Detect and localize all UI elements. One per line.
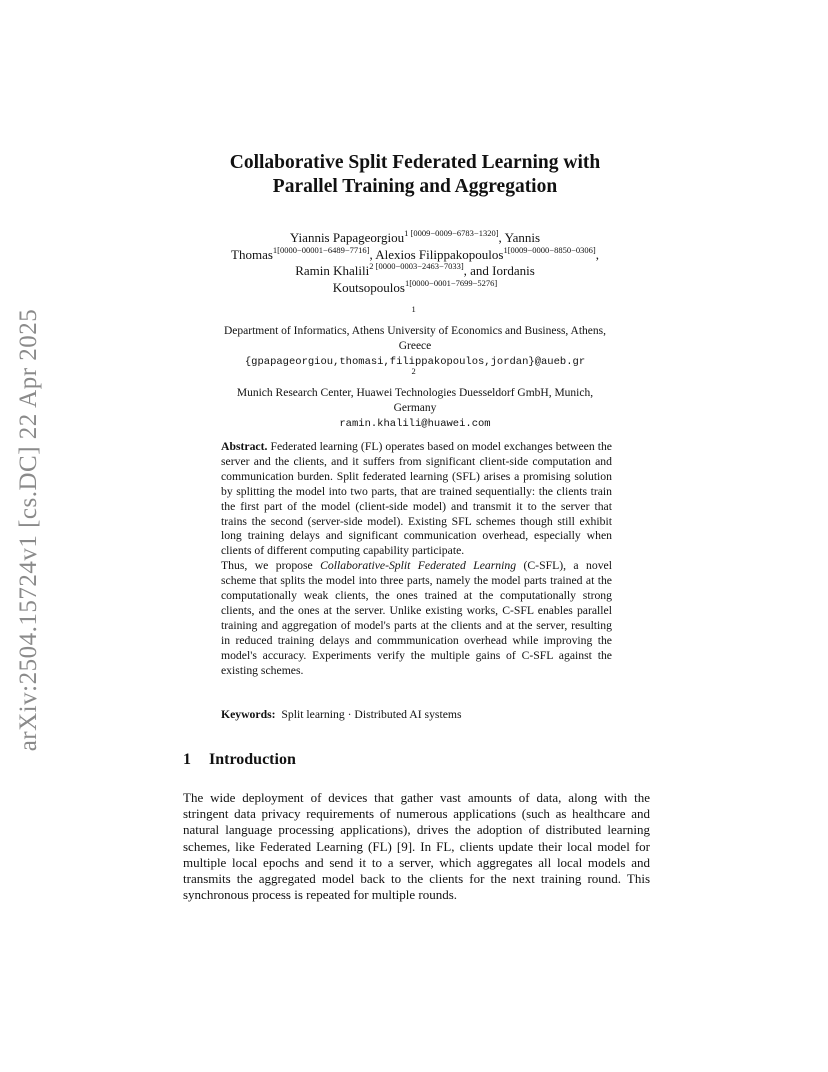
abstract-paragraph-2 [221,559,612,678]
affiliation-1 [190,304,640,339]
author-name: Thomas [231,246,273,262]
affiliation-2-email: ramin.khalili@huawei.com [339,417,491,430]
keywords-label: Keywords: [221,708,276,721]
affiliation-text: Department of Informatics, Athens University of Economics and Business, Athens, [224,324,606,337]
author-name: Yiannis Papageorgiou [289,230,405,245]
author-name: Ramin Khalili [295,263,370,278]
author-name: , and Iordanis [463,263,535,278]
affiliations [190,304,640,432]
author-line-4 [150,277,680,297]
title-line-2: Parallel Training and Aggregation [272,176,558,197]
orcid-superscript: 1[0009−0000−8850−0306] [503,244,596,255]
abstract-text: (C-SFL), a novel scheme that splits the model into three parts, namely the model parts trained at the computationally weak clients, the ones trained at the computationally strong clients, and the ones at the server. Unlike existing works, C-SFL enables parallel training and aggregation of model's parts at the clients and at the server, resulting in reduced training delays and commmunication overhead while improving the model's accuracy. Experiments verify the multiple gains of C-SFL against the existing schemes. [221,559,612,677]
abstract-text: Thus, we propose [221,559,321,573]
arxiv-side-stamp: arXiv:2504.15724v1 [cs.DC] 22 Apr 2025 [15,308,42,752]
affiliation-number: 2 [411,366,416,376]
author-name: , Yannis [498,230,541,245]
title-line-1: Collaborative Split Federated Learning with [229,152,601,173]
intro-paragraph: The wide deployment of devices that gather vast amounts of data, along with the stringent data privacy requirements of numerous applications (such as healthcare and natural language processing applications), drives the adoption of distributed learning schemes, like Federated Learning (FL) [9]. In FL, clients update their local model for multiple local epochs and send it to a server, which aggregates all local models and transmits the aggregated model back to the clients for the next training round. This synchronous process is repeated for multiple rounds. [183,790,650,903]
author-list [150,230,680,296]
abstract-text: Federated learning (FL) operates based on model exchanges between the server and the clients, and it suffers from significant client-side computation and communication burden. Split federated learning (SFL) arises a promising solution by splitting the model into two parts, that are trained sequentially: the clients train the first part of the model (client-side model) and transmit it to the server that trains the second (server-side model). Existing SFL schemes though still exhibit long training delays and significant communication overhead, especially when clients of different computing capability participate. [221,440,612,558]
abstract [221,440,612,679]
abstract-paragraph-1 [221,440,612,559]
author-name: Koutsopoulos [332,279,405,295]
affiliation-1-email: {gpapageorgiou,thomasi,filippakopoulos,jordan}@aueb.gr [244,355,586,368]
section-heading [183,751,296,769]
affiliation-number: 1 [411,304,416,314]
keywords [221,707,612,722]
affiliation-text: Munich Research Center, Huawei Technologies Duesseldorf GmbH, Munich, [236,386,594,399]
paper-title [150,151,680,199]
orcid-superscript: 2 [0000−0003−2463−7033] [369,261,464,271]
abstract-label: Abstract. [221,440,268,453]
affiliation-2-country: Germany [393,402,437,414]
author-name: , Alexios Filippakopoulos [369,246,504,262]
orcid-superscript: 1[0000−0001−7699−5276] [404,277,498,288]
method-name: Collaborative-Split Federated Learning [320,559,517,573]
keywords-text: Split learning · Distributed AI systems [281,708,462,721]
section-number: 1 [183,751,191,768]
affiliation-2 [190,366,640,401]
author-separator: , [595,246,599,262]
author-line-1 [150,230,680,247]
section-title: Introduction [209,751,296,768]
orcid-superscript: 1 [0009−0009−6783−1320] [404,228,499,238]
affiliation-1-country: Greece [398,340,432,352]
orcid-superscript: 1[0000−00001−6489−7716] [272,244,370,255]
